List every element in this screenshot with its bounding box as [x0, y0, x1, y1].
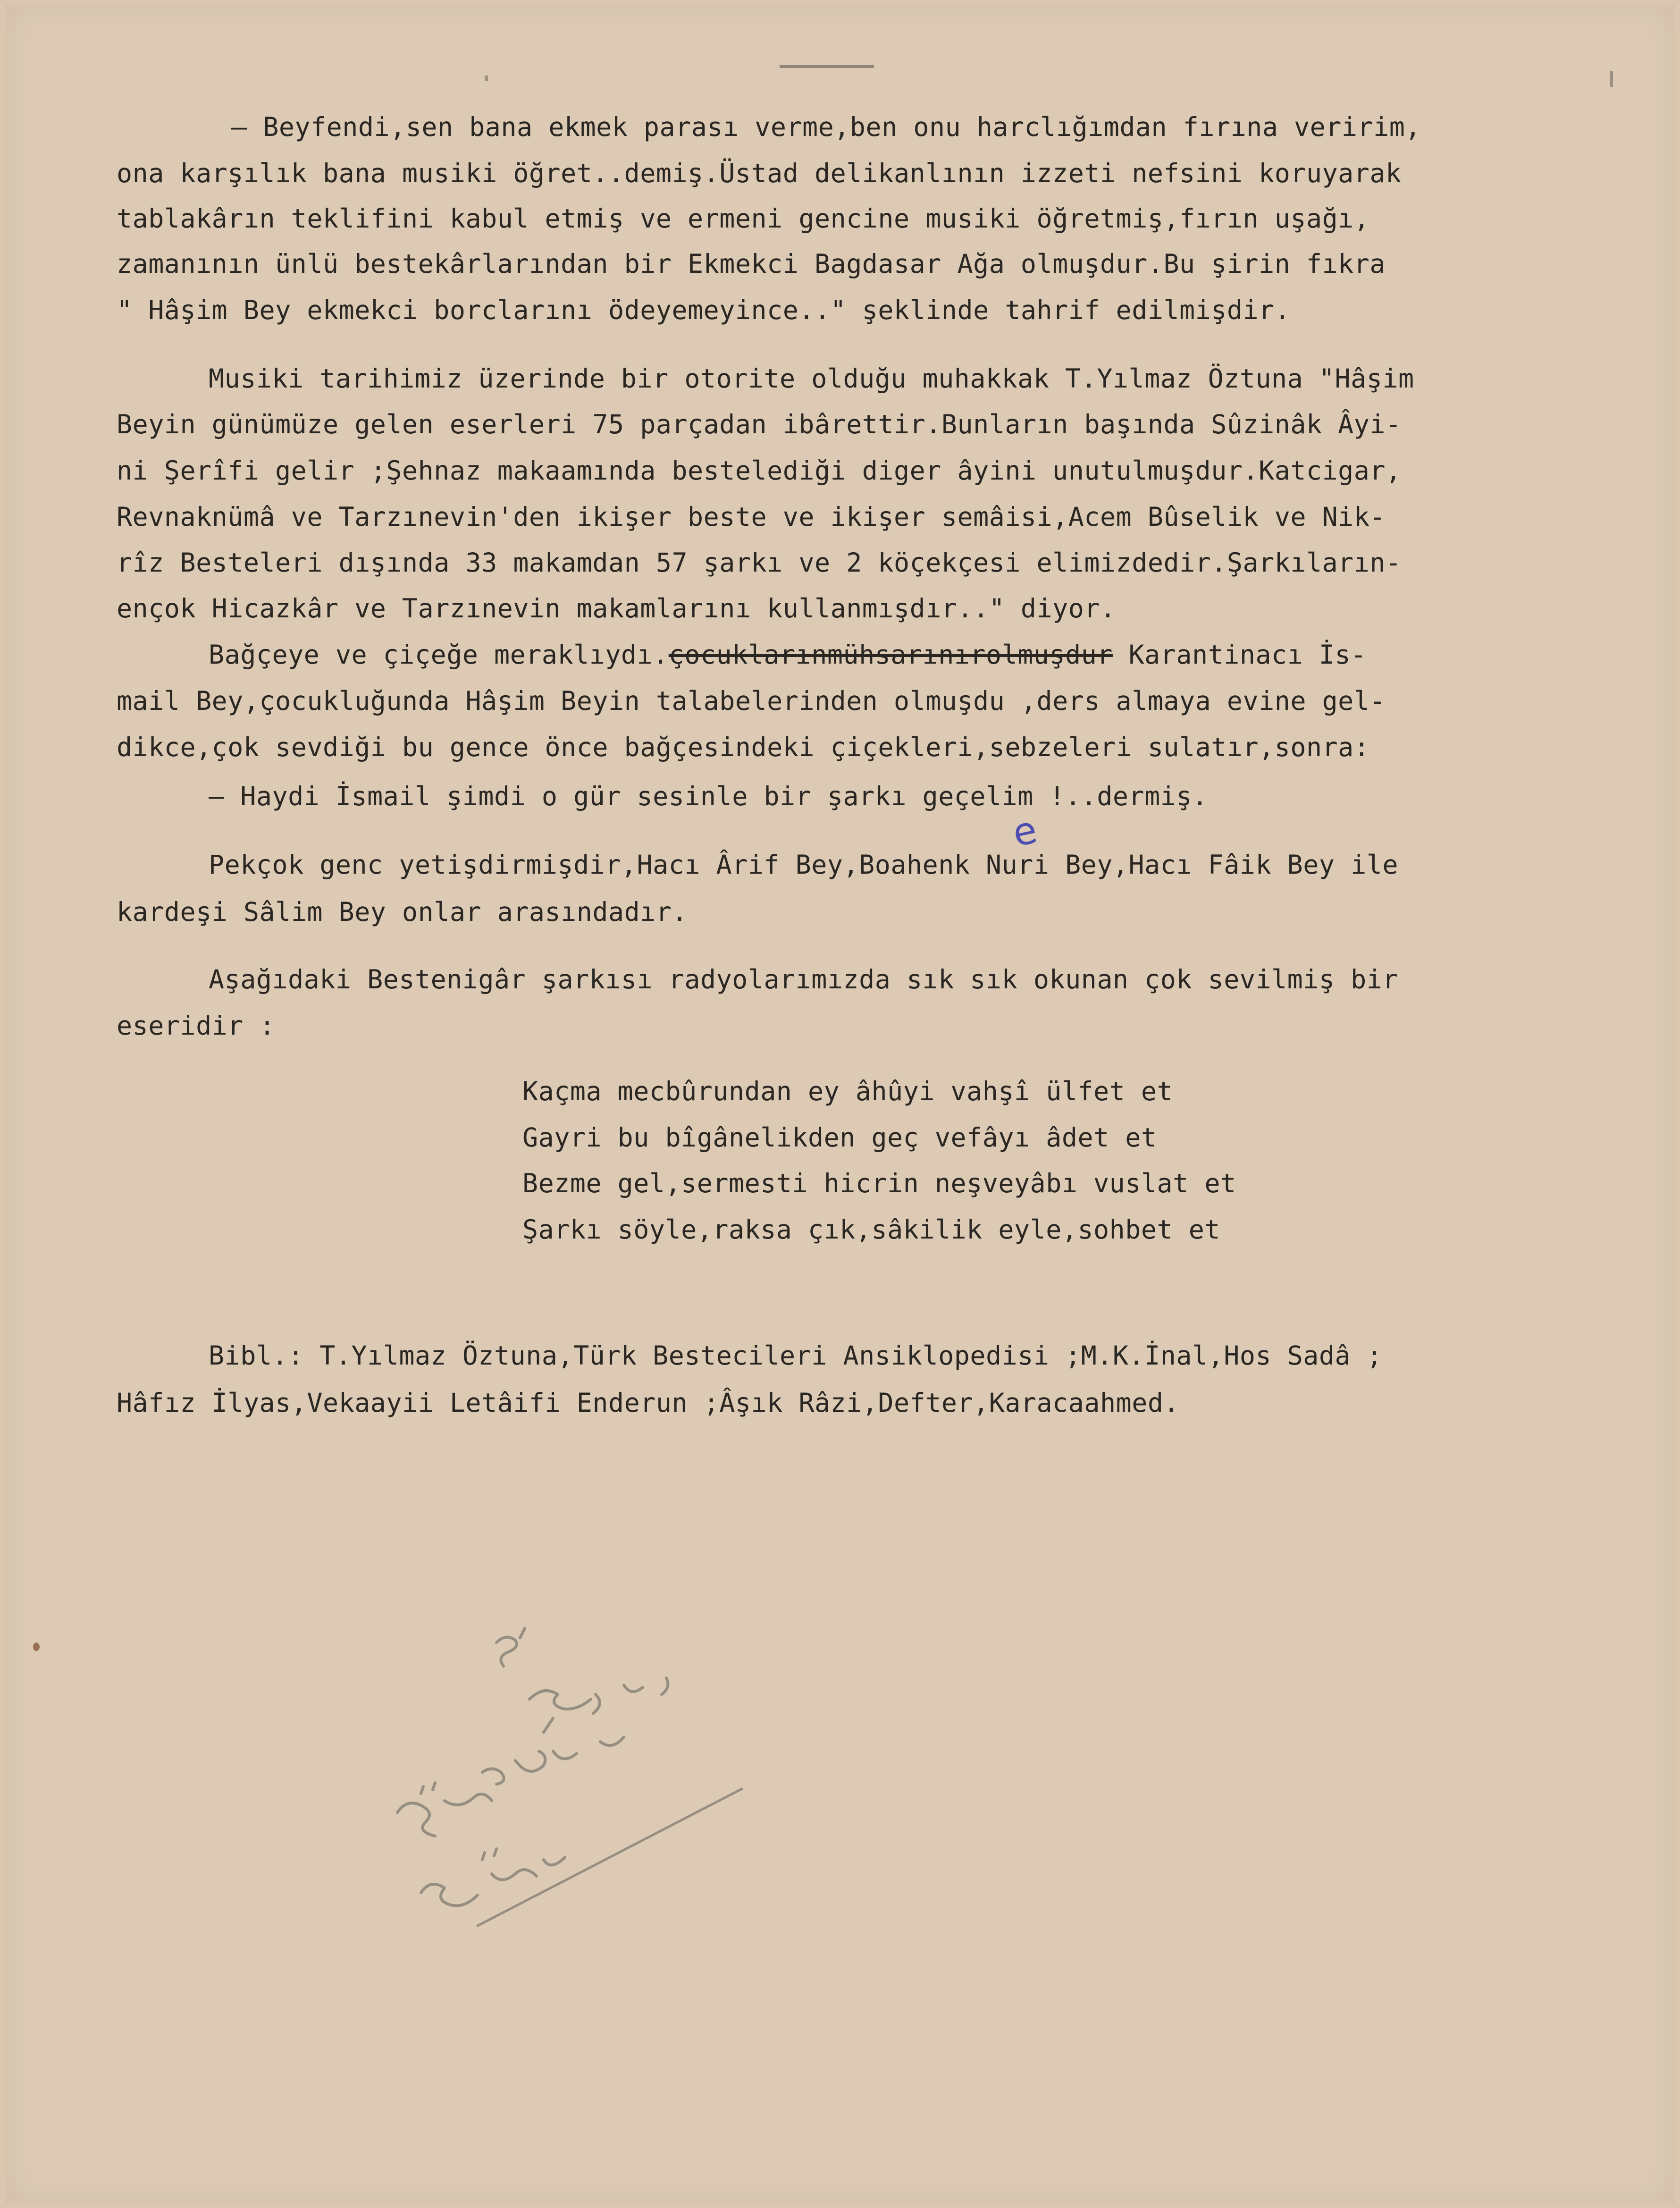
- pencil-handwritten-annotation: [6, 5, 1674, 2203]
- ink-correction-mark: e: [1008, 807, 1041, 856]
- p5-line-1: Aşağıdaki Bestenigâr şarkısı radyolarımızda sık sık okunan çok sevilmiş bir: [209, 964, 1398, 994]
- struck-out-text: çocuklarınmühsarınırolmuşdur: [668, 640, 1113, 670]
- p2-line-6: ençok Hicazkâr ve Tarzınevin makamlarını kullanmışdır.." diyor.: [117, 593, 1116, 624]
- p1-line-3: tablakârın teklifini kabul etmiş ve ermeni gencine musiki öğretmiş,fırın uşağı,: [117, 203, 1370, 234]
- p3-line-4: – Haydi İsmail şimdi o gür sesinle bir şarkı geçelim !..dermiş.: [209, 781, 1208, 811]
- p3-line-3: dikce,çok sevdiği bu gence önce bağçesindeki çiçekleri,sebzeleri sulatır,sonra:: [117, 732, 1370, 762]
- poem-line-1: Kaçma mecbûrundan ey âhûyi vahşî ülfet et: [522, 1076, 1173, 1106]
- bibliography-line-2: Hâfız İlyas,Vekaayii Letâifi Enderun ;Âşık Râzi,Defter,Karacaahmed.: [117, 1388, 1180, 1418]
- p3-line-2: mail Bey,çocukluğunda Hâşim Beyin talabelerinden olmuşdu ,ders almaya evine gel-: [117, 686, 1386, 716]
- p5-line-2: eseridir :: [117, 1011, 276, 1041]
- p2-line-5: rîz Besteleri dışında 33 makamdan 57 şarkı ve 2 köçekçesi elimizdedir.Şarkıların-: [117, 548, 1402, 578]
- p4-line-2: kardeşi Sâlim Bey onlar arasındadır.: [117, 897, 688, 927]
- p1-line-5: " Hâşim Bey ekmekci borclarını ödeyemeyince.." şeklinde tahrif edilmişdir.: [117, 295, 1291, 325]
- p1-line-1: – Beyfendi,sen bana ekmek parası verme,ben onu harclığımdan fırına veririm,: [231, 112, 1421, 142]
- p2-line-2: Beyin günümüze gelen eserleri 75 parçadan ibârettir.Bunların başında Sûzinâk Âyi-: [117, 409, 1402, 439]
- p2-line-1: Musiki tarihimiz üzerinde bir otorite olduğu muhakkak T.Yılmaz Öztuna "Hâşim: [209, 363, 1414, 394]
- p3-line-1-start: Bağçeye ve çiçeğe meraklıydı.: [209, 640, 669, 670]
- bibliography-line-1: Bibl.: T.Yılmaz Öztuna,Türk Bestecileri Ansiklopedisi ;M.K.İnal,Hos Sadâ ;: [209, 1340, 1383, 1371]
- p1-line-2: ona karşılık bana musiki öğret..demiş.Üstad delikanlının izzeti nefsini koruyarak: [117, 158, 1402, 188]
- poem-line-4: Şarkı söyle,raksa çık,sâkilik eyle,sohbet et: [522, 1214, 1220, 1245]
- p3-line-1-end: Karantinacı İs-: [1112, 640, 1367, 670]
- p2-line-4: Revnaknümâ ve Tarzınevin'den ikişer beste ve ikişer semâisi,Acem Bûselik ve Nik-: [117, 502, 1386, 532]
- document-page: [6, 5, 1674, 2203]
- p2-line-3: ni Şerîfi gelir ;Şehnaz makaamında bestelediği diger âyini unutulmuşdur.Katcigar,: [117, 455, 1402, 486]
- p4-line-1: Pekçok genc yetişdirmişdir,Hacı Ârif Bey,Boahenk Nuri Bey,Hacı Fâik Bey ile: [209, 850, 1398, 880]
- poem-line-2: Gayri bu bîgânelikden geç vefâyı âdet et: [522, 1122, 1157, 1153]
- poem-line-3: Bezme gel,sermesti hicrin neşveyâbı vuslat et: [522, 1168, 1236, 1198]
- p1-line-4: zamanının ünlü bestekârlarından bir Ekmekci Bagdasar Ağa olmuşdur.Bu şirin fıkra: [117, 249, 1386, 279]
